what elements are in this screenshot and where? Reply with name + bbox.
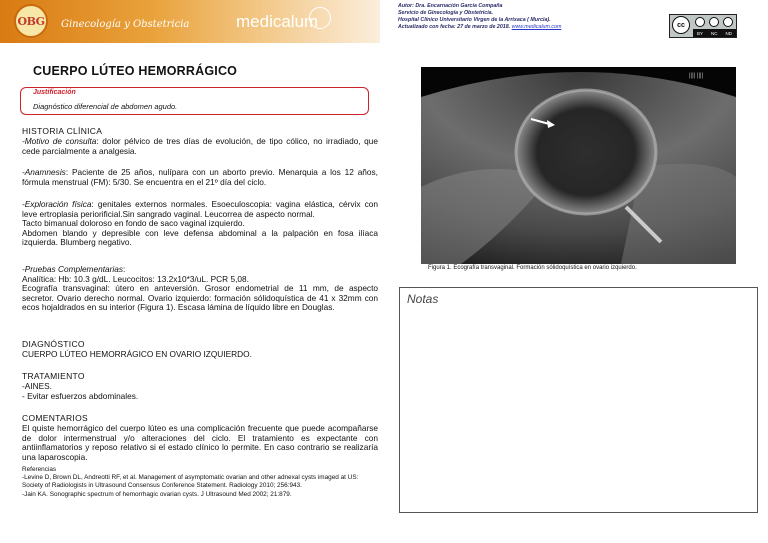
updated-text: Actualizado con fecha: 27 de marzo de 2018. [398, 24, 511, 30]
tests-line2: Ecografía transvaginal: útero en anteversión. Grosor endometrial de 11 mm, de aspecto secretor. Ovario derecho normal. Ovario izquierdo: formación sólidoquística de 41 x 32mm con ecos hojaldrados en su interior (Figura 1). Escasa lámina de líquido libre en Douglas. [22, 283, 378, 313]
motive-paragraph [22, 137, 378, 156]
reference-item-2: -Jain KA. Sonographic spectrum of hemorrhagic ovarian cysts. J Ultrasound Med 2002; 21:879. [22, 490, 292, 498]
justification-label: Justificación [33, 89, 76, 96]
anamnesis-text: : Paciente de 25 años, nulípara con un aborto previo. Menarquia a los 12 años, fórmula menstrual (FM): 5/30. Se encuentra en el 21º día del ciclo. [22, 167, 378, 187]
exploration-text: : genitales externos normales. Esoeculoscopia: vagina elástica, cérvix con leve ertroplasia periorificial.Sin sangrado vaginal. Leucorrea de aspecto normal. [22, 199, 378, 219]
anamnesis-label: -Anamnesis [22, 167, 66, 177]
anamnesis-paragraph [22, 168, 378, 187]
treatment-item-2: - Evitar esfuerzos abdominales. [22, 390, 139, 401]
by-icon [695, 17, 705, 27]
motive-label: -Motivo de consulta [22, 136, 97, 146]
license-labels [693, 29, 736, 37]
nd-icon [723, 17, 733, 27]
tests-label: -Pruebas Complementarias [22, 264, 123, 274]
hospital-line: Hospital Clínico Universitario Virgen de la Arrixaca ( Murcia). [398, 17, 551, 23]
notes-label: Notas [407, 292, 439, 306]
history-heading: HISTORIA CLÍNICA [22, 126, 103, 136]
treatment-item-1: -AINES. [22, 381, 52, 391]
cc-icon: cc [672, 16, 690, 34]
figure-caption: Figura 1. Ecografía transvaginal. Formación sólidoquística en ovario izquierdo. [428, 265, 637, 271]
treatment-heading: TRATAMIENTO [22, 371, 85, 381]
motive-text: : dolor pélvico de tres días de evolución, de tipo cólico, no irradiado, que cede parcialmente a analgesia. [22, 136, 378, 156]
svg-text:|||| ||||: |||| |||| [689, 73, 704, 79]
author-block [398, 3, 561, 31]
license-nd-label: ND [725, 30, 732, 36]
justification-text: Diagnóstico diferencial de abdomen agudo. [33, 102, 178, 111]
license-nc-label: NC [710, 30, 718, 36]
ultrasound-image [421, 67, 736, 264]
notes-box[interactable] [399, 287, 758, 513]
exploration-paragraph [22, 200, 378, 248]
obg-logo [14, 4, 48, 38]
author-line: Autor: Dra. Encarnación García Compaña [398, 3, 503, 9]
department-title: Ginecología y Obstetricia [61, 19, 190, 30]
tests-colon: : [123, 264, 126, 274]
logo-text: OBG [17, 14, 45, 28]
references-heading: Referencias [22, 466, 57, 473]
exploration-line2: Tacto bimanual doloroso en fondo de saco vaginal izquierdo. [22, 218, 245, 229]
comments-text: El quiste hemorrágico del cuerpo lúteo es una complicación frecuente que puede acompañarse de dolor intermenstrual y/o alteraciones del ciclo. El tratamiento es expectante con antiinflamatorios y reposo relativo si el estado clínico lo permite. En caso contrario se realizaría una laparoscopia. [22, 423, 378, 462]
service-line: Servicio de Ginecología y Obstetricia. [398, 10, 494, 16]
treatment-list [22, 382, 378, 401]
updated-line [398, 24, 561, 31]
reference-item-1: -Levine D, Brown DL, Andreotti RF, et al. Management of asymptomatic ovarian and other adnexal cysts imaged at US: Society of Radiologists in Ultrasound Consensus Conference Statement. Radiology 2010; 256:943. [22, 474, 359, 490]
tests-line1: Analítica: Hb: 10.3 g/dL. Leucocitos: 13.2x10*3/uL. PCR 5,08. [22, 273, 249, 284]
website-link[interactable]: www.medicalum.com [511, 24, 562, 30]
ultrasound-graphic [421, 67, 736, 264]
license-by-label: BY [696, 30, 703, 36]
diagnosis-text: CUERPO LÚTEO HEMORRÁGICO EN OVARIO IZQUIERDO. [22, 349, 252, 359]
diagnosis-heading: DIAGNÓSTICO [22, 339, 85, 349]
brand-logo-icon [309, 7, 331, 29]
case-title: CUERPO LÚTEO HEMORRÁGICO [33, 64, 238, 78]
comments-heading: COMENTARIOS [22, 413, 88, 423]
exploration-label: -Exploración física [22, 199, 92, 209]
references-block [22, 466, 378, 499]
exploration-line3: Abdomen blando y depresible con leve defensa abdominal a la palpación en fosa ilíaca izquierda. Blumberg negativo. [22, 227, 378, 248]
tests-paragraph [22, 265, 378, 313]
brand-name: medicalum [236, 12, 319, 31]
nc-icon [709, 17, 719, 27]
